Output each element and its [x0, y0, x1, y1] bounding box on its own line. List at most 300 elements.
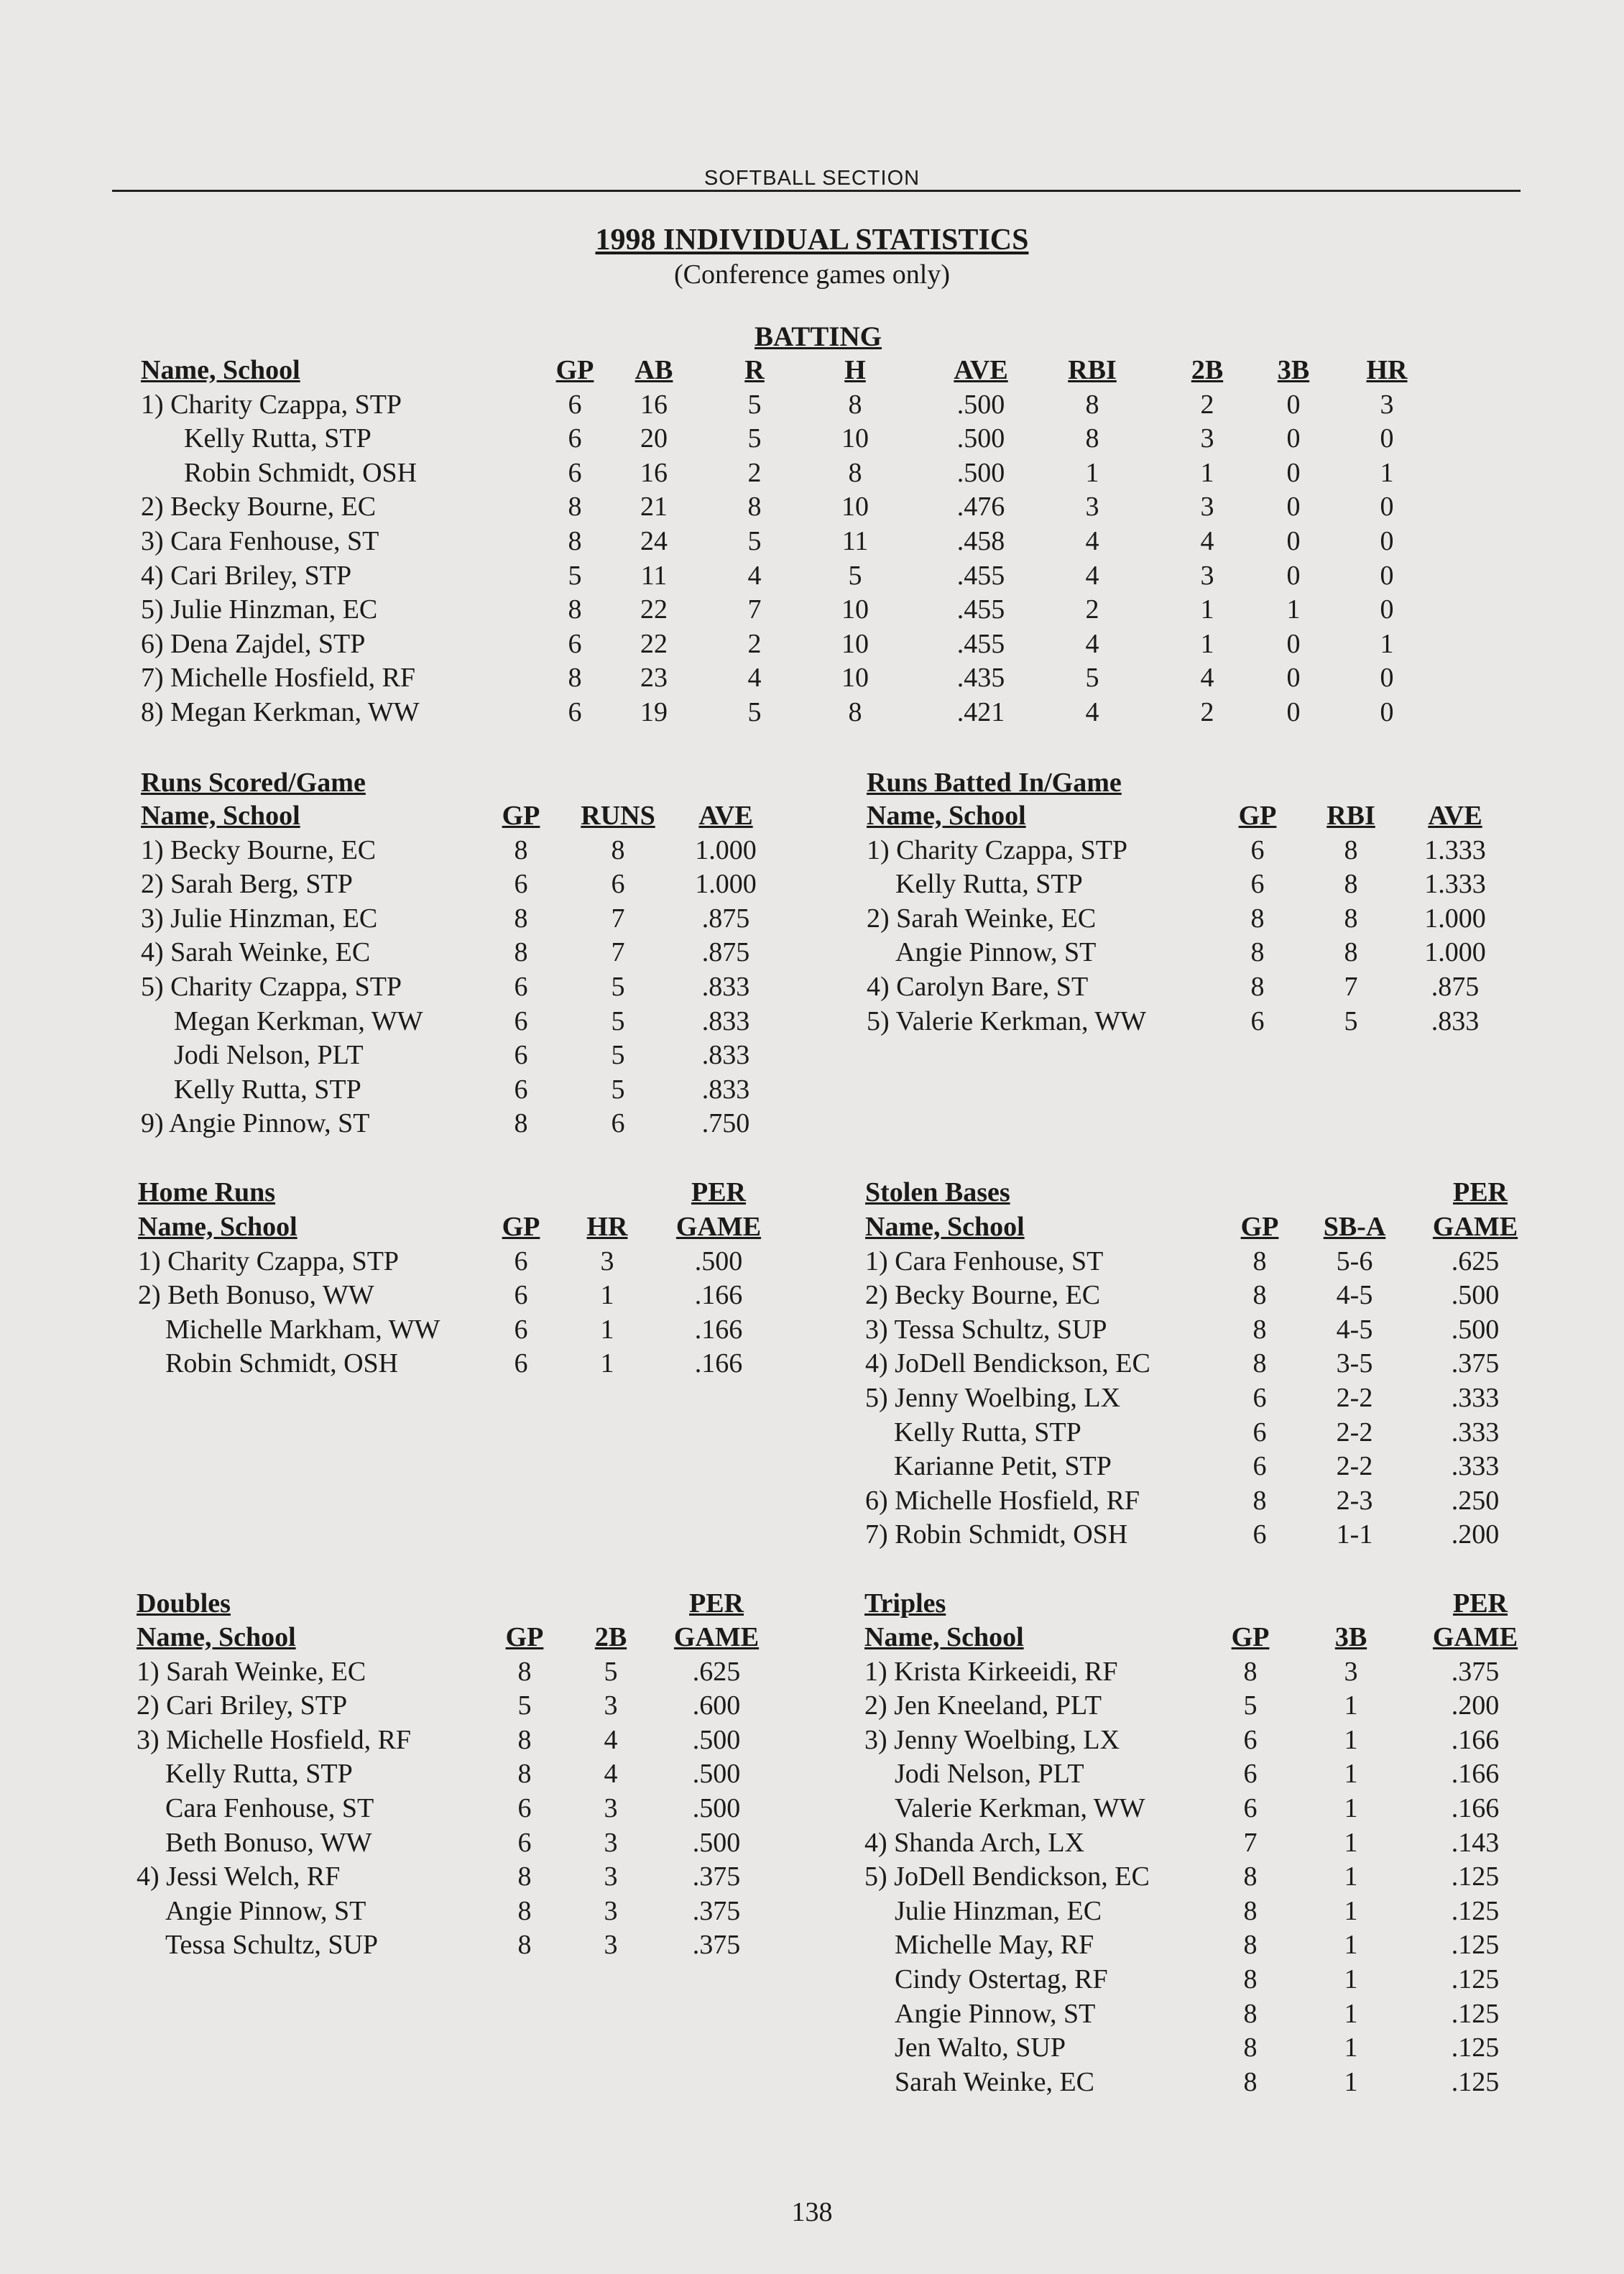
- stat-value: 2: [1200, 696, 1214, 727]
- stat-value: 8: [848, 457, 862, 488]
- stat-value: 0: [1380, 560, 1394, 591]
- stat-value: 6: [1252, 1451, 1267, 1482]
- stat-value: .125: [1451, 1930, 1500, 1961]
- column-header: Name, School: [141, 355, 300, 385]
- runs-scored-caption: Runs Scored/Game: [141, 768, 366, 798]
- stat-value: 3: [600, 1246, 614, 1276]
- stat-value: 1.000: [1424, 903, 1486, 934]
- stat-value: 2: [1200, 389, 1214, 420]
- stat-value: 2-3: [1336, 1485, 1373, 1516]
- stat-value: .455: [956, 628, 1005, 659]
- stat-value: 20: [640, 423, 668, 454]
- stat-value: 1: [1344, 2033, 1358, 2063]
- stat-value: 1-1: [1336, 1519, 1373, 1550]
- stat-value: .458: [956, 525, 1005, 556]
- column-header: Name, School: [137, 1622, 296, 1652]
- section-header: SOFTBALL SECTION: [0, 167, 1624, 190]
- table-row: [0, 388, 1624, 423]
- stat-value: 4: [747, 560, 762, 591]
- stat-value: 5-6: [1336, 1246, 1373, 1276]
- stat-value: 23: [640, 663, 668, 694]
- stat-value: 1: [600, 1314, 614, 1345]
- stat-value: 4: [1085, 525, 1099, 556]
- player-name: 3) Jenny Woelbing, LX: [864, 1724, 1120, 1755]
- stat-value: 8: [1243, 1998, 1258, 2029]
- stat-value: 8: [1344, 903, 1358, 934]
- stat-value: 8: [1250, 903, 1265, 934]
- stat-value: 6: [514, 1280, 528, 1311]
- stat-value: 6: [514, 869, 528, 900]
- stat-value: 6: [1250, 869, 1265, 900]
- stat-value: .875: [701, 937, 750, 968]
- table-row: [0, 1313, 1624, 1348]
- player-name: Valerie Kerkman, WW: [895, 1792, 1145, 1823]
- table-row: [0, 627, 1624, 662]
- column-header: Name, School: [141, 801, 300, 831]
- stat-value: 0: [1286, 560, 1301, 591]
- player-name: Tessa Schultz, SUP: [165, 1930, 379, 1961]
- stat-value: 1.333: [1424, 834, 1486, 865]
- stat-value: 6: [514, 1246, 528, 1276]
- player-name: 5) Valerie Kerkman, WW: [867, 1005, 1146, 1036]
- player-name: Cara Fenhouse, ST: [165, 1792, 374, 1823]
- table-row: [0, 1792, 1624, 1826]
- stat-value: 16: [640, 457, 668, 488]
- stat-value: 6: [514, 1005, 528, 1036]
- stat-value: .750: [701, 1108, 750, 1139]
- stat-value: 1: [600, 1348, 614, 1379]
- table-row: [0, 456, 1624, 491]
- stat-value: 4: [1200, 525, 1214, 556]
- column-header: GP: [502, 1212, 540, 1242]
- stat-value: 10: [841, 423, 869, 454]
- stat-value: 0: [1286, 663, 1301, 694]
- stat-value: 3: [604, 1792, 618, 1823]
- stat-value: .166: [694, 1280, 743, 1311]
- stat-value: 11: [640, 560, 668, 591]
- stat-value: .500: [956, 423, 1005, 454]
- stat-value: .833: [1431, 1005, 1480, 1036]
- stat-value: 8: [1085, 423, 1099, 454]
- column-header: 2B: [1191, 355, 1224, 385]
- stat-value: .625: [692, 1656, 741, 1687]
- stat-value: 1: [1085, 457, 1099, 488]
- stat-value: 6: [568, 389, 582, 420]
- stat-value: 3: [604, 1827, 618, 1858]
- stat-value: 0: [1286, 389, 1301, 420]
- stolen-bases-caption: Stolen Bases: [865, 1177, 1010, 1207]
- stat-value: .333: [1451, 1382, 1500, 1413]
- table-row: [0, 1723, 1624, 1758]
- stat-value: 8: [1243, 1656, 1258, 1687]
- column-header: GP: [555, 355, 594, 385]
- player-name: Sarah Weinke, EC: [895, 2066, 1095, 2097]
- stat-value: 8: [568, 525, 582, 556]
- stat-value: 5: [1085, 663, 1099, 694]
- player-name: 4) Jessi Welch, RF: [137, 1861, 341, 1892]
- table-row: [0, 1860, 1624, 1895]
- stat-value: 8: [1252, 1314, 1267, 1345]
- stat-value: 0: [1286, 492, 1301, 523]
- player-name: 5) Charity Czappa, STP: [141, 971, 402, 1002]
- stat-value: .125: [1451, 1964, 1500, 1994]
- player-name: 5) JoDell Bendickson, EC: [864, 1861, 1150, 1892]
- stat-value: 6: [514, 971, 528, 1002]
- stat-value: 2: [747, 457, 762, 488]
- stat-value: .625: [1451, 1246, 1500, 1276]
- table-row: [0, 1689, 1624, 1723]
- stat-value: 8: [517, 1861, 532, 1892]
- stat-value: .500: [1451, 1280, 1500, 1311]
- triples-caption: Triples: [864, 1588, 946, 1619]
- stat-value: 0: [1380, 423, 1394, 454]
- table-row: [0, 1279, 1624, 1313]
- table-row: [0, 1381, 1624, 1416]
- column-header: HR: [1366, 355, 1408, 385]
- column-header: 3B: [1334, 1622, 1367, 1652]
- table-row: [0, 1997, 1624, 2032]
- column-header: 3B: [1277, 355, 1310, 385]
- table-row: [0, 1416, 1624, 1450]
- column-header: RBI: [1068, 355, 1117, 385]
- stat-value: 6: [1252, 1519, 1267, 1550]
- table-row: [0, 1073, 1624, 1108]
- stat-value: 8: [611, 834, 625, 865]
- stat-value: 4: [747, 663, 762, 694]
- table-row: [0, 593, 1624, 627]
- stat-value: .166: [694, 1348, 743, 1379]
- stat-value: 3: [604, 1690, 618, 1721]
- stat-value: 1: [1380, 457, 1394, 488]
- stat-value: 5: [517, 1690, 532, 1721]
- stat-value: 2-2: [1336, 1382, 1373, 1413]
- stat-value: 0: [1286, 525, 1301, 556]
- table-header-row: [0, 354, 1624, 388]
- stat-value: 6: [611, 1108, 625, 1139]
- stat-value: .375: [692, 1895, 741, 1926]
- stat-value: 5: [848, 560, 862, 591]
- column-header: RBI: [1327, 801, 1375, 831]
- player-name: 2) Beth Bonuso, WW: [138, 1280, 374, 1311]
- column-header: SB-A: [1323, 1212, 1386, 1242]
- stat-value: .500: [1451, 1314, 1500, 1345]
- stat-value: 4: [1085, 696, 1099, 727]
- stat-value: 6: [1243, 1724, 1258, 1755]
- table-row: [0, 525, 1624, 559]
- player-name: Kelly Rutta, STP: [895, 869, 1083, 900]
- player-name: 2) Becky Bourne, EC: [865, 1280, 1101, 1311]
- stat-value: 2-2: [1336, 1417, 1373, 1447]
- table-header-row: [0, 1621, 1624, 1655]
- player-name: 1) Krista Kirkeeidi, RF: [864, 1656, 1118, 1687]
- stat-value: 3: [1085, 492, 1099, 523]
- stat-value: .125: [1451, 2033, 1500, 2063]
- page-number: 138: [791, 2197, 833, 2227]
- stat-value: 6: [568, 628, 582, 659]
- stat-value: .600: [692, 1690, 741, 1721]
- stat-value: 8: [1250, 971, 1265, 1002]
- column-header: RUNS: [581, 801, 655, 831]
- player-name: 2) Jen Kneeland, PLT: [864, 1690, 1102, 1721]
- stat-value: 5: [747, 423, 762, 454]
- stat-value: .833: [701, 1040, 750, 1071]
- stat-value: 7: [1344, 971, 1358, 1002]
- stat-value: 8: [517, 1930, 532, 1961]
- player-name: Jodi Nelson, PLT: [895, 1759, 1084, 1790]
- table-row: [0, 1347, 1624, 1381]
- column-header: Name, School: [865, 1212, 1025, 1242]
- column-header: GP: [502, 801, 540, 831]
- player-name: Robin Schmidt, OSH: [184, 457, 417, 488]
- stat-value: 10: [841, 594, 869, 625]
- stat-value: .125: [1451, 1895, 1500, 1926]
- stat-value: 6: [1250, 834, 1265, 865]
- stat-value: 24: [640, 525, 668, 556]
- player-name: Angie Pinnow, ST: [895, 1998, 1096, 2029]
- column-header: GAME: [1432, 1622, 1518, 1652]
- stat-value: 0: [1286, 628, 1301, 659]
- home-runs-caption: Home Runs: [138, 1177, 276, 1207]
- player-name: Cindy Ostertag, RF: [895, 1964, 1108, 1994]
- page-subtitle: (Conference games only): [673, 259, 951, 290]
- stat-value: 19: [640, 696, 668, 727]
- doubles-caption: Doubles: [137, 1588, 231, 1619]
- stat-value: .375: [692, 1930, 741, 1961]
- stat-value: .166: [1451, 1792, 1500, 1823]
- player-name: 3) Tessa Schultz, SUP: [865, 1314, 1107, 1345]
- table-row: [0, 1757, 1624, 1792]
- stat-value: 1: [1286, 594, 1301, 625]
- column-header: GAME: [675, 1212, 762, 1242]
- stat-value: .143: [1451, 1827, 1500, 1858]
- stat-value: 3: [1380, 389, 1394, 420]
- table-row: [0, 1450, 1624, 1484]
- stat-value: 0: [1286, 696, 1301, 727]
- stat-value: 6: [568, 457, 582, 488]
- stat-value: .375: [692, 1861, 741, 1892]
- stat-value: .200: [1451, 1519, 1500, 1550]
- stat-value: .500: [692, 1792, 741, 1823]
- player-name: 8) Megan Kerkman, WW: [141, 696, 420, 727]
- stat-value: 6: [514, 1314, 528, 1345]
- table-row: [0, 834, 1624, 868]
- stat-value: .333: [1451, 1451, 1500, 1482]
- player-name: 1) Charity Czappa, STP: [138, 1246, 400, 1276]
- stat-value: 0: [1380, 663, 1394, 694]
- stat-value: 2: [1085, 594, 1099, 625]
- player-name: Kelly Rutta, STP: [174, 1074, 361, 1105]
- player-name: 7) Michelle Hosfield, RF: [141, 663, 416, 694]
- stat-value: .455: [956, 594, 1005, 625]
- stat-value: .500: [694, 1246, 743, 1276]
- batting-table: [0, 354, 1624, 730]
- stat-value: 1: [1344, 1964, 1358, 1994]
- table-row: [0, 1928, 1624, 1963]
- stat-value: 8: [1085, 389, 1099, 420]
- stat-value: 8: [517, 1759, 532, 1790]
- stat-value: 3: [604, 1930, 618, 1961]
- table-row: [0, 970, 1624, 1005]
- stat-value: 0: [1380, 492, 1394, 523]
- table-row: [0, 1039, 1624, 1073]
- stat-value: .500: [956, 457, 1005, 488]
- table-row: [0, 1245, 1624, 1279]
- stat-value: 1: [1344, 1827, 1358, 1858]
- table-header-row: [0, 1210, 1624, 1245]
- stat-value: 1: [1344, 1861, 1358, 1892]
- player-name: 5) Jenny Woelbing, LX: [865, 1382, 1121, 1413]
- stat-value: .375: [1451, 1348, 1500, 1379]
- stat-value: 22: [640, 628, 668, 659]
- player-name: 1) Charity Czappa, STP: [867, 834, 1128, 865]
- player-name: 2) Becky Bourne, EC: [141, 492, 377, 523]
- column-header: Name, School: [864, 1622, 1024, 1652]
- table-row: [0, 2031, 1624, 2066]
- page-title: 1998 INDIVIDUAL STATISTICS: [595, 224, 1029, 257]
- column-header: Name, School: [138, 1212, 297, 1242]
- stat-value: .166: [694, 1314, 743, 1345]
- stat-value: 6: [514, 1040, 528, 1071]
- stat-value: 1: [1344, 1690, 1358, 1721]
- stat-value: 0: [1286, 457, 1301, 488]
- stat-value: .500: [956, 389, 1005, 420]
- stat-value: 8: [1243, 2033, 1258, 2063]
- player-name: 9) Angie Pinnow, ST: [141, 1108, 370, 1139]
- stat-value: .125: [1451, 1861, 1500, 1892]
- stat-value: 1: [1200, 457, 1214, 488]
- column-header: Name, School: [867, 801, 1026, 831]
- table-row: [0, 490, 1624, 525]
- player-name: 2) Sarah Berg, STP: [141, 869, 353, 900]
- table-row: [0, 696, 1624, 730]
- player-name: 3) Cara Fenhouse, ST: [141, 525, 379, 556]
- stat-value: 8: [1344, 834, 1358, 865]
- stat-value: 7: [747, 594, 762, 625]
- stat-value: 22: [640, 594, 668, 625]
- stat-value: .833: [701, 1005, 750, 1036]
- player-name: 1) Cara Fenhouse, ST: [865, 1246, 1104, 1276]
- column-header: GP: [1240, 1212, 1279, 1242]
- table-row: [0, 1107, 1624, 1141]
- stat-value: .125: [1451, 2066, 1500, 2097]
- table-row: [0, 422, 1624, 456]
- table-row: [0, 902, 1624, 936]
- stat-value: 1: [1344, 1724, 1358, 1755]
- stat-value: 8: [517, 1895, 532, 1926]
- table-row: [0, 661, 1624, 696]
- stat-value: 8: [1243, 1930, 1258, 1961]
- stat-value: .455: [956, 560, 1005, 591]
- stat-value: 4: [604, 1724, 618, 1755]
- home-runs-per-label: PER: [691, 1177, 746, 1207]
- column-header: AVE: [1428, 801, 1482, 831]
- stat-value: 0: [1286, 423, 1301, 454]
- player-name: Megan Kerkman, WW: [174, 1005, 423, 1036]
- stat-value: 8: [848, 696, 862, 727]
- stat-value: 8: [1243, 1895, 1258, 1926]
- stat-value: 6: [611, 869, 625, 900]
- stat-value: 3: [1344, 1656, 1358, 1687]
- stat-value: 5: [1344, 1005, 1358, 1036]
- stat-value: .166: [1451, 1724, 1500, 1755]
- column-header: GP: [1238, 801, 1277, 831]
- stat-value: 8: [747, 492, 762, 523]
- triples-table: [0, 1621, 1624, 2099]
- player-name: 4) Shanda Arch, LX: [864, 1827, 1085, 1858]
- stat-value: 1.000: [695, 869, 757, 900]
- stat-value: 5: [611, 1074, 625, 1105]
- stat-value: 1: [1344, 1759, 1358, 1790]
- stat-value: 3: [1200, 423, 1214, 454]
- stat-value: .435: [956, 663, 1005, 694]
- stat-value: .250: [1451, 1485, 1500, 1516]
- stat-value: 8: [1250, 937, 1265, 968]
- stat-value: 1: [1344, 1895, 1358, 1926]
- player-name: 6) Dena Zajdel, STP: [141, 628, 366, 659]
- player-name: 1) Sarah Weinke, EC: [137, 1656, 366, 1687]
- stat-value: 8: [1243, 1964, 1258, 1994]
- player-name: 6) Michelle Hosfield, RF: [865, 1485, 1140, 1516]
- stat-value: 4-5: [1336, 1314, 1373, 1345]
- stolen-bases-per-label: PER: [1453, 1177, 1508, 1207]
- player-name: 2) Sarah Weinke, EC: [867, 903, 1097, 934]
- stat-value: 21: [640, 492, 668, 523]
- stat-value: 7: [1243, 1827, 1258, 1858]
- player-name: Kelly Rutta, STP: [894, 1417, 1081, 1447]
- stat-value: 5: [604, 1656, 618, 1687]
- table-row: [0, 2066, 1624, 2100]
- stat-value: 4: [1200, 663, 1214, 694]
- stat-value: 2-2: [1336, 1451, 1373, 1482]
- stat-value: .375: [1451, 1656, 1500, 1687]
- stat-value: 1: [1344, 1930, 1358, 1961]
- stat-value: 3: [1200, 492, 1214, 523]
- stat-value: 4: [1085, 560, 1099, 591]
- player-name: Julie Hinzman, EC: [895, 1895, 1102, 1926]
- stat-value: 5: [747, 525, 762, 556]
- stat-value: 7: [611, 903, 625, 934]
- player-name: 4) JoDell Bendickson, EC: [865, 1348, 1150, 1379]
- stat-value: 10: [841, 663, 869, 694]
- stat-value: 1.333: [1424, 869, 1486, 900]
- column-header: AVE: [698, 801, 753, 831]
- stat-value: 8: [514, 937, 528, 968]
- stat-value: 4: [604, 1759, 618, 1790]
- stat-value: 8: [517, 1656, 532, 1687]
- stat-value: 7: [611, 937, 625, 968]
- stat-value: 4: [1085, 628, 1099, 659]
- doubles-per-label: PER: [689, 1588, 744, 1619]
- stat-value: 6: [514, 1348, 528, 1379]
- stat-value: 8: [517, 1724, 532, 1755]
- player-name: 4) Carolyn Bare, ST: [867, 971, 1089, 1002]
- stat-value: 8: [514, 1108, 528, 1139]
- stat-value: 1: [1344, 2066, 1358, 2097]
- player-name: Michelle Markham, WW: [165, 1314, 440, 1345]
- table-header-row: [0, 799, 1624, 834]
- stat-value: 1: [1344, 1998, 1358, 2029]
- column-header: AVE: [954, 355, 1008, 385]
- stat-value: 8: [1344, 869, 1358, 900]
- player-name: 2) Cari Briley, STP: [137, 1690, 348, 1721]
- column-header: GAME: [673, 1622, 760, 1652]
- stat-value: 8: [1243, 1861, 1258, 1892]
- player-name: 3) Julie Hinzman, EC: [141, 903, 378, 934]
- stat-value: 6: [1252, 1382, 1267, 1413]
- stat-value: 1: [600, 1280, 614, 1311]
- stat-value: 1: [1344, 1792, 1358, 1823]
- table-row: [0, 867, 1624, 902]
